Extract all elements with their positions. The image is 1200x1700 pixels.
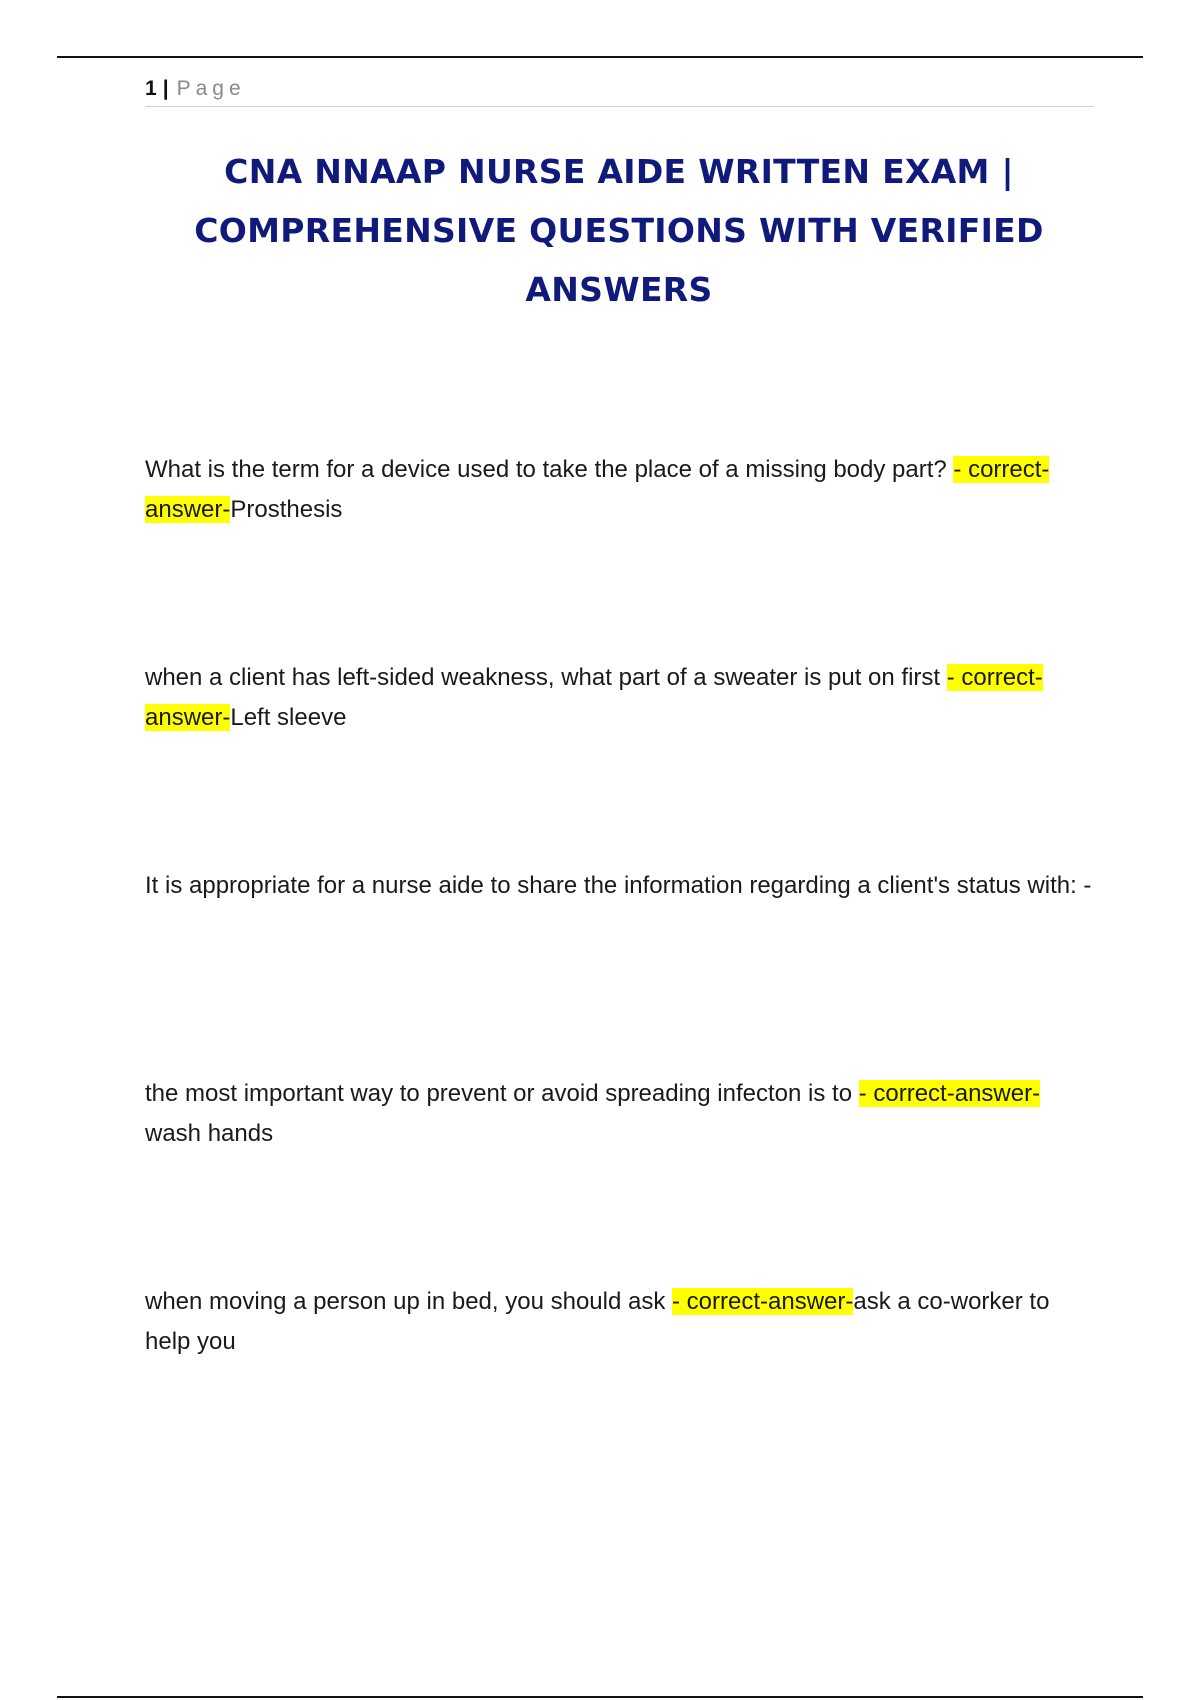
qa-item xyxy=(145,1282,1095,1362)
correct-answer-marker: - correct-answer- xyxy=(858,1080,1041,1107)
qa-item xyxy=(145,658,1095,738)
answer-text: Left sleeve xyxy=(230,704,347,731)
question-text: when moving a person up in bed, you should ask xyxy=(145,1288,673,1315)
title-line-1: CNA NNAAP NURSE AIDE WRITTEN EXAM | xyxy=(224,152,1014,191)
question-text: It is appropriate for a nurse aide to share the information regarding a client's status with: - xyxy=(145,872,1092,899)
page-bottom-rule xyxy=(57,1696,1143,1698)
question-text: What is the term for a device used to take the place of a missing body part? xyxy=(145,456,954,483)
answer-text: Prosthesis xyxy=(230,496,343,523)
page-header xyxy=(145,76,1093,107)
page-number-separator: | xyxy=(162,77,169,100)
qa-item xyxy=(145,1074,1095,1154)
title-line-3: ANSWERS xyxy=(525,270,713,309)
correct-answer-marker: - correct-answer- xyxy=(145,664,1043,731)
qa-item xyxy=(145,866,1095,906)
document-title xyxy=(130,142,1108,319)
correct-answer-marker: - correct-answer- xyxy=(672,1288,854,1315)
answer-text: ask a co-worker to help you xyxy=(145,1288,1050,1355)
question-text: the most important way to prevent or avoid spreading infecton is to xyxy=(145,1080,859,1107)
page-number: 1 xyxy=(145,77,157,100)
page-top-rule xyxy=(57,56,1143,58)
title-line-2: COMPREHENSIVE QUESTIONS WITH VERIFIED xyxy=(194,211,1044,250)
question-text: when a client has left-sided weakness, what part of a sweater is put on first xyxy=(145,664,947,691)
page-label: Page xyxy=(176,77,246,100)
answer-text: wash hands xyxy=(145,1120,274,1147)
correct-answer-marker: - correct-answer- xyxy=(145,456,1050,523)
qa-item xyxy=(145,450,1095,530)
